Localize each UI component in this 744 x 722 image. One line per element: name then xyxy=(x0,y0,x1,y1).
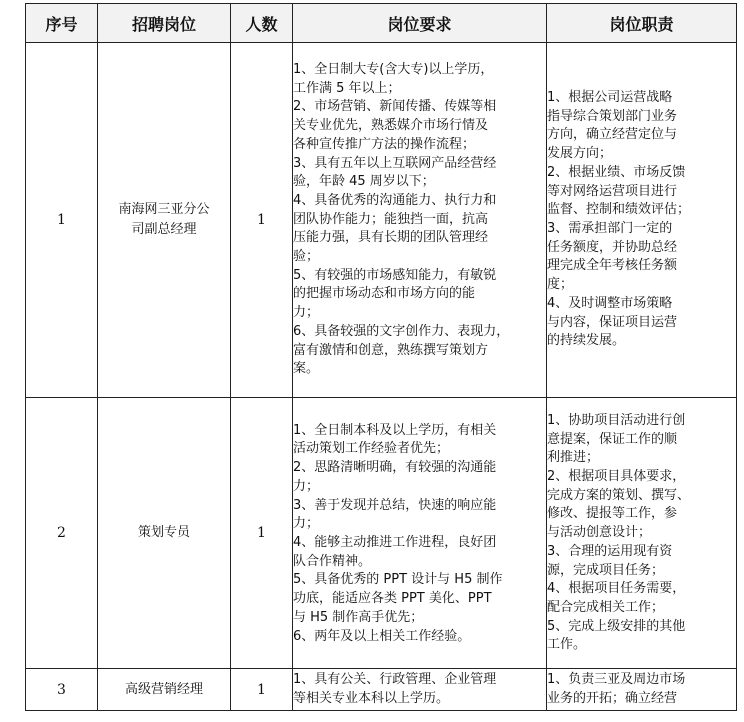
position-line: 南海网三亚分公 xyxy=(118,202,210,217)
text-line: 5、有较强的市场感知能力，有敏锐 xyxy=(293,267,497,283)
text-line: 的把握市场动态和市场方向的能 xyxy=(293,286,476,302)
text-line: 2、根据项目具体要求， xyxy=(547,469,686,485)
text-line: 工作。 xyxy=(547,637,587,653)
text-line: 方向，确立经营定位与 xyxy=(547,127,678,143)
position-line: 高级营销经理 xyxy=(124,681,203,697)
responsibilities-cell xyxy=(547,398,737,669)
text-line: 4、具备优秀的沟通能力、执行力和 xyxy=(293,192,497,208)
text-line: 各种宣传推广方法的操作流程； xyxy=(293,136,476,152)
text-line: 任务额度，并协助总经 xyxy=(547,239,678,255)
position-line: 策划专员 xyxy=(137,525,190,540)
header-position: 招聘岗位 xyxy=(98,4,231,43)
text-line: 等对网络运营项目进行 xyxy=(547,183,678,199)
position-line: 司副总经理 xyxy=(131,222,197,237)
text-line: 的持续发展。 xyxy=(547,333,626,349)
text-line: 压能力强，具有长期的团队管理经 xyxy=(293,230,489,246)
text-line: 意提案，保证工作的顺 xyxy=(547,431,678,447)
text-line: 工作满 5 年以上； xyxy=(293,80,401,96)
text-line: 案。 xyxy=(293,361,320,377)
header-responsibilities: 岗位职责 xyxy=(547,4,737,43)
text-line: 理完成全年考核任务额 xyxy=(547,258,678,274)
header-count: 人数 xyxy=(231,4,293,43)
requirements-cell xyxy=(293,43,547,398)
header-row xyxy=(26,4,737,43)
responsibilities-cell xyxy=(547,43,737,398)
text-line: 业务的开拓；确立经营 xyxy=(547,691,678,706)
text-line: 6、两年及以上相关工作经验。 xyxy=(293,628,471,644)
requirements-cell xyxy=(293,669,547,711)
text-line: 利推进； xyxy=(547,450,600,466)
position-cell xyxy=(98,398,231,669)
seq-cell: 1 xyxy=(26,43,98,398)
text-line: 1、负责三亚及周边市场 xyxy=(547,672,686,688)
text-line: 2、思路清晰明确，有较强的沟通能 xyxy=(293,460,497,476)
text-line: 修改、提报等工作，参 xyxy=(547,506,678,522)
count-cell: 1 xyxy=(231,43,293,398)
text-line: 1、具有公关、行政管理、企业管理 xyxy=(293,672,497,688)
text-line: 完成方案的策划、撰写、 xyxy=(547,487,691,503)
text-line: 与内容，保证项目运营 xyxy=(547,314,678,330)
text-line: 度； xyxy=(547,277,574,293)
text-line: 与 H5 制作高手优先； xyxy=(293,609,424,625)
text-line: 4、能够主动推进工作进程，良好团 xyxy=(293,535,497,550)
text-line: 功底，能适应各类 PPT 美化、PPT xyxy=(293,591,492,607)
position-cell xyxy=(98,669,231,711)
text-line: 与活动创意设计； xyxy=(547,525,652,541)
text-line: 1、全日制本科及以上学历，有相关 xyxy=(293,422,497,438)
text-line: 2、根据业绩、市场反馈 xyxy=(547,164,686,180)
text-line: 验，年龄 45 周岁以下； xyxy=(293,174,435,190)
requirements-cell xyxy=(293,398,547,669)
text-line: 关专业优先，熟悉媒介市场行情及 xyxy=(293,118,489,134)
text-line: 4、及时调整市场策略 xyxy=(547,295,673,311)
text-line: 1、协助项目活动进行创 xyxy=(547,412,686,428)
text-line: 活动策划工作经验者优先； xyxy=(293,441,450,457)
table-row xyxy=(26,669,737,711)
seq-cell: 2 xyxy=(26,398,98,669)
text-line: 5、完成上级安排的其他 xyxy=(547,618,686,634)
position-cell xyxy=(98,43,231,398)
count-cell: 1 xyxy=(231,398,293,669)
text-line: 4、根据项目任务需要， xyxy=(547,581,686,597)
text-line: 3、具有五年以上互联网产品经营经 xyxy=(293,155,497,171)
text-line: 力； xyxy=(293,516,320,532)
recruitment-table xyxy=(25,3,737,711)
header-seq: 序号 xyxy=(26,4,98,43)
text-line: 富有激情和创意，熟练撰写策划方 xyxy=(293,342,489,358)
text-line: 1、全日制大专(含大专)以上学历， xyxy=(293,62,494,78)
table-row xyxy=(26,398,737,669)
table-row xyxy=(26,43,737,398)
text-line: 3、善于发现并总结，快速的响应能 xyxy=(293,497,497,513)
text-line: 团队协作能力；能独挡一面，抗高 xyxy=(293,211,489,227)
seq-cell: 3 xyxy=(26,669,98,711)
text-line: 配合完成相关工作； xyxy=(547,599,665,615)
responsibilities-cell xyxy=(547,669,737,711)
text-line: 3、需承担部门一定的 xyxy=(547,221,673,236)
text-line: 发展方向； xyxy=(547,146,613,162)
text-line: 队合作精神。 xyxy=(293,553,372,569)
text-line: 6、具备较强的文字创作力、表现力， xyxy=(293,323,510,339)
count-cell: 1 xyxy=(231,669,293,711)
text-line: 等相关专业本科以上学历。 xyxy=(293,691,450,706)
text-line: 指导综合策划部门业务 xyxy=(547,108,678,124)
text-line: 力； xyxy=(293,478,320,494)
text-line: 源，完成项目任务； xyxy=(547,562,665,578)
text-line: 3、合理的运用现有资 xyxy=(547,543,673,559)
text-line: 1、根据公司运营战略 xyxy=(547,90,673,106)
text-line: 验； xyxy=(293,249,320,265)
text-line: 监督、控制和绩效评估； xyxy=(547,202,691,218)
text-line: 2、市场营销、新闻传播、传媒等相 xyxy=(293,99,497,115)
header-requirements: 岗位要求 xyxy=(293,4,547,43)
text-line: 力； xyxy=(293,305,320,321)
text-line: 5、具备优秀的 PPT 设计与 H5 制作 xyxy=(293,572,503,588)
